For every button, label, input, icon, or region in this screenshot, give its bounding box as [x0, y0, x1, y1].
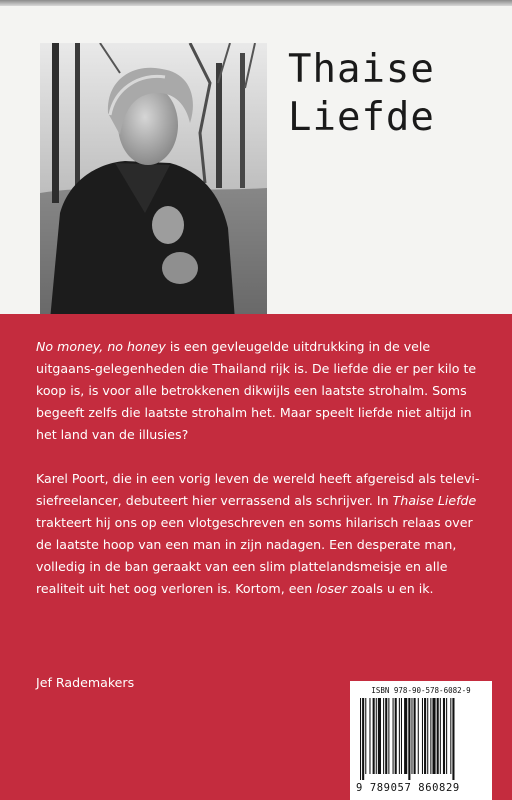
blurb-paragraph-2 — [36, 468, 480, 600]
blurb-italic-word: loser — [316, 581, 347, 596]
barcode-bar — [432, 698, 435, 774]
barcode-bar — [408, 698, 410, 780]
blurb-paragraph-1 — [36, 336, 480, 446]
barcode-bar — [440, 698, 441, 774]
blurb-title-mention: Thaise Liefde — [392, 493, 477, 508]
barcode-bar — [427, 698, 428, 774]
barcode-bar — [437, 698, 439, 774]
author-credit: Jef Rademakers — [36, 675, 135, 690]
barcode-bar — [393, 698, 394, 774]
barcode-bar — [418, 698, 419, 774]
barcode-bar — [404, 698, 407, 774]
barcode-bar — [450, 698, 451, 774]
blurb-paragraph-1-text: is een gevleugelde uitdrukking in de vele uitgaans-gelegenheden die Thailand rijk is. De liefde die er per kilo te koop is, is voor alle betrokkenen dikwijls een laatste strohalm. Soms begeeft zelfs die laatste strohalm het. Maar speelt liefde niet altijd in het land van de illusies? — [36, 339, 477, 442]
barcode-bar — [388, 698, 389, 774]
blurb-italic-phrase: No money, no honey — [36, 339, 166, 354]
blurb-paragraph-2-text-c: zoals u en ik. — [346, 581, 434, 596]
barcode-bar — [422, 698, 423, 774]
barcode-bar — [373, 698, 375, 774]
barcode-bar — [365, 698, 366, 774]
barcode-bar — [395, 698, 397, 774]
barcode-bar — [414, 698, 416, 774]
barcode-bar — [452, 698, 454, 780]
cover-top-panel — [0, 6, 512, 314]
isbn-digits: 9 789057 860829 — [356, 782, 460, 794]
barcode-bar — [360, 698, 361, 780]
barcode-bar — [399, 698, 400, 774]
author-photo — [40, 43, 267, 320]
barcode-bar — [446, 698, 447, 774]
book-title — [288, 46, 435, 142]
barcode-bar — [401, 698, 402, 774]
barcode-bar — [362, 698, 364, 780]
book-title-line-1: Thaise — [288, 47, 435, 92]
barcode-bar — [378, 698, 381, 774]
barcode-bar — [369, 698, 370, 774]
barcode-bar — [383, 698, 384, 774]
barcode-bar — [385, 698, 387, 774]
blurb-paragraph-2-text-a: Karel Poort, die in een vorig leven de wereld heeft afgereisd als televi-siefreelancer, debuteert hier verrassend als schrijver. In — [36, 471, 480, 508]
book-title-line-2: Liefde — [288, 95, 435, 140]
barcode-bar — [443, 698, 445, 774]
barcode-bar — [430, 698, 431, 774]
isbn-barcode — [350, 681, 492, 800]
barcode-bar — [411, 698, 412, 774]
barcode-bar — [424, 698, 426, 774]
barcode-bars — [360, 698, 482, 780]
barcode-bar — [376, 698, 377, 774]
blurb-paragraph-2-text-b: trakteert hij ons op een vlotgeschreven en soms hilarisch relaas over de laatste hoop van een man in zijn nadagen. Een desperate man, volledig in de ban geraakt van een slim plattelandsmeisje en alle realiteit uit het oog verloren is. Kortom, een — [36, 515, 473, 596]
isbn-label: ISBN 978-90-578-6082-9 — [371, 686, 471, 695]
cover-red-panel — [0, 314, 512, 800]
blurb-text — [36, 336, 480, 600]
